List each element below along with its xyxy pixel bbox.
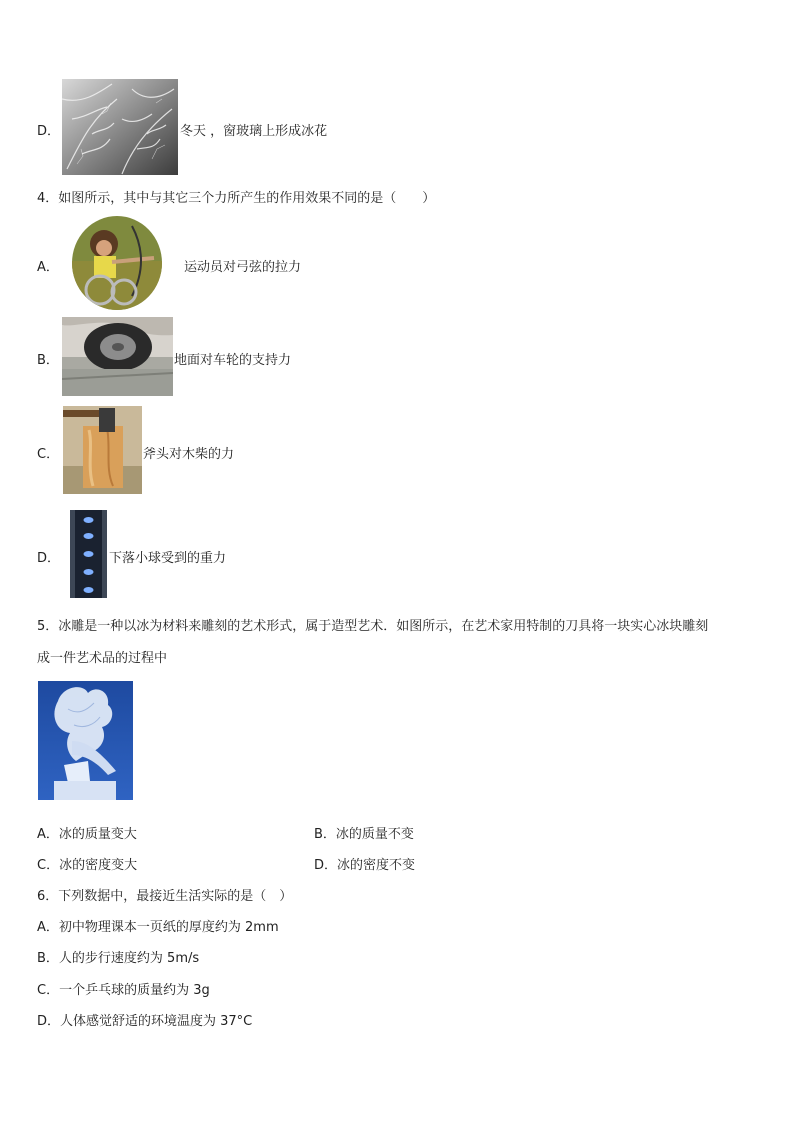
q4-option-d-text: 下落小球受到的重力 <box>109 551 227 566</box>
q4-option-c-text: 斧头对木柴的力 <box>143 447 235 462</box>
q5-stem-line1: 5．冰雕是一种以冰为材料来雕刻的艺术形式，属于造型艺术．如图所示，在艺术家用特制的刀具将一块实心冰块雕刻 <box>37 619 709 634</box>
q6-option-c: C．一个乒乓球的质量约为 3g <box>37 983 210 998</box>
q4-option-a-text: 运动员对弓弦的拉力 <box>184 260 302 275</box>
q6-option-d: D．人体感觉舒适的环境温度为 37°C <box>37 1014 253 1029</box>
q4-option-a-letter: A． <box>37 260 59 275</box>
q5-option-b: B．冰的质量不变 <box>314 827 414 842</box>
q6-stem: 6．下列数据中，最接近生活实际的是（ ） <box>37 889 293 904</box>
q4-option-b-text: 地面对车轮的支持力 <box>174 353 292 368</box>
falling-ball-image <box>70 510 107 598</box>
archer-image <box>72 216 162 310</box>
ice-sculpture-image <box>38 681 133 800</box>
q3-option-d-letter: D． <box>37 124 61 139</box>
q5-option-c: C．冰的密度变大 <box>37 858 138 873</box>
q5-stem-line2: 成一件艺术品的过程中 <box>37 651 168 666</box>
q6-option-b: B．人的步行速度约为 5m/s <box>37 951 200 966</box>
q5-option-a: A．冰的质量变大 <box>37 827 137 842</box>
q3-option-d-text: 冬天 ，窗玻璃上形成冰花 <box>180 124 328 139</box>
q4-option-b-letter: B． <box>37 353 59 368</box>
q4-option-d-letter: D． <box>37 551 61 566</box>
q4-stem: 4．如图所示，其中与其它三个力所产生的作用效果不同的是（ ） <box>37 191 436 206</box>
q6-option-a: A．初中物理课本一页纸的厚度约为 2mm <box>37 920 279 935</box>
q5-option-d: D．冰的密度不变 <box>314 858 416 873</box>
axe-wood-image <box>63 406 142 494</box>
car-wheel-image <box>62 317 173 396</box>
frost-on-glass-image <box>62 79 178 175</box>
q4-option-c-letter: C． <box>37 447 60 462</box>
